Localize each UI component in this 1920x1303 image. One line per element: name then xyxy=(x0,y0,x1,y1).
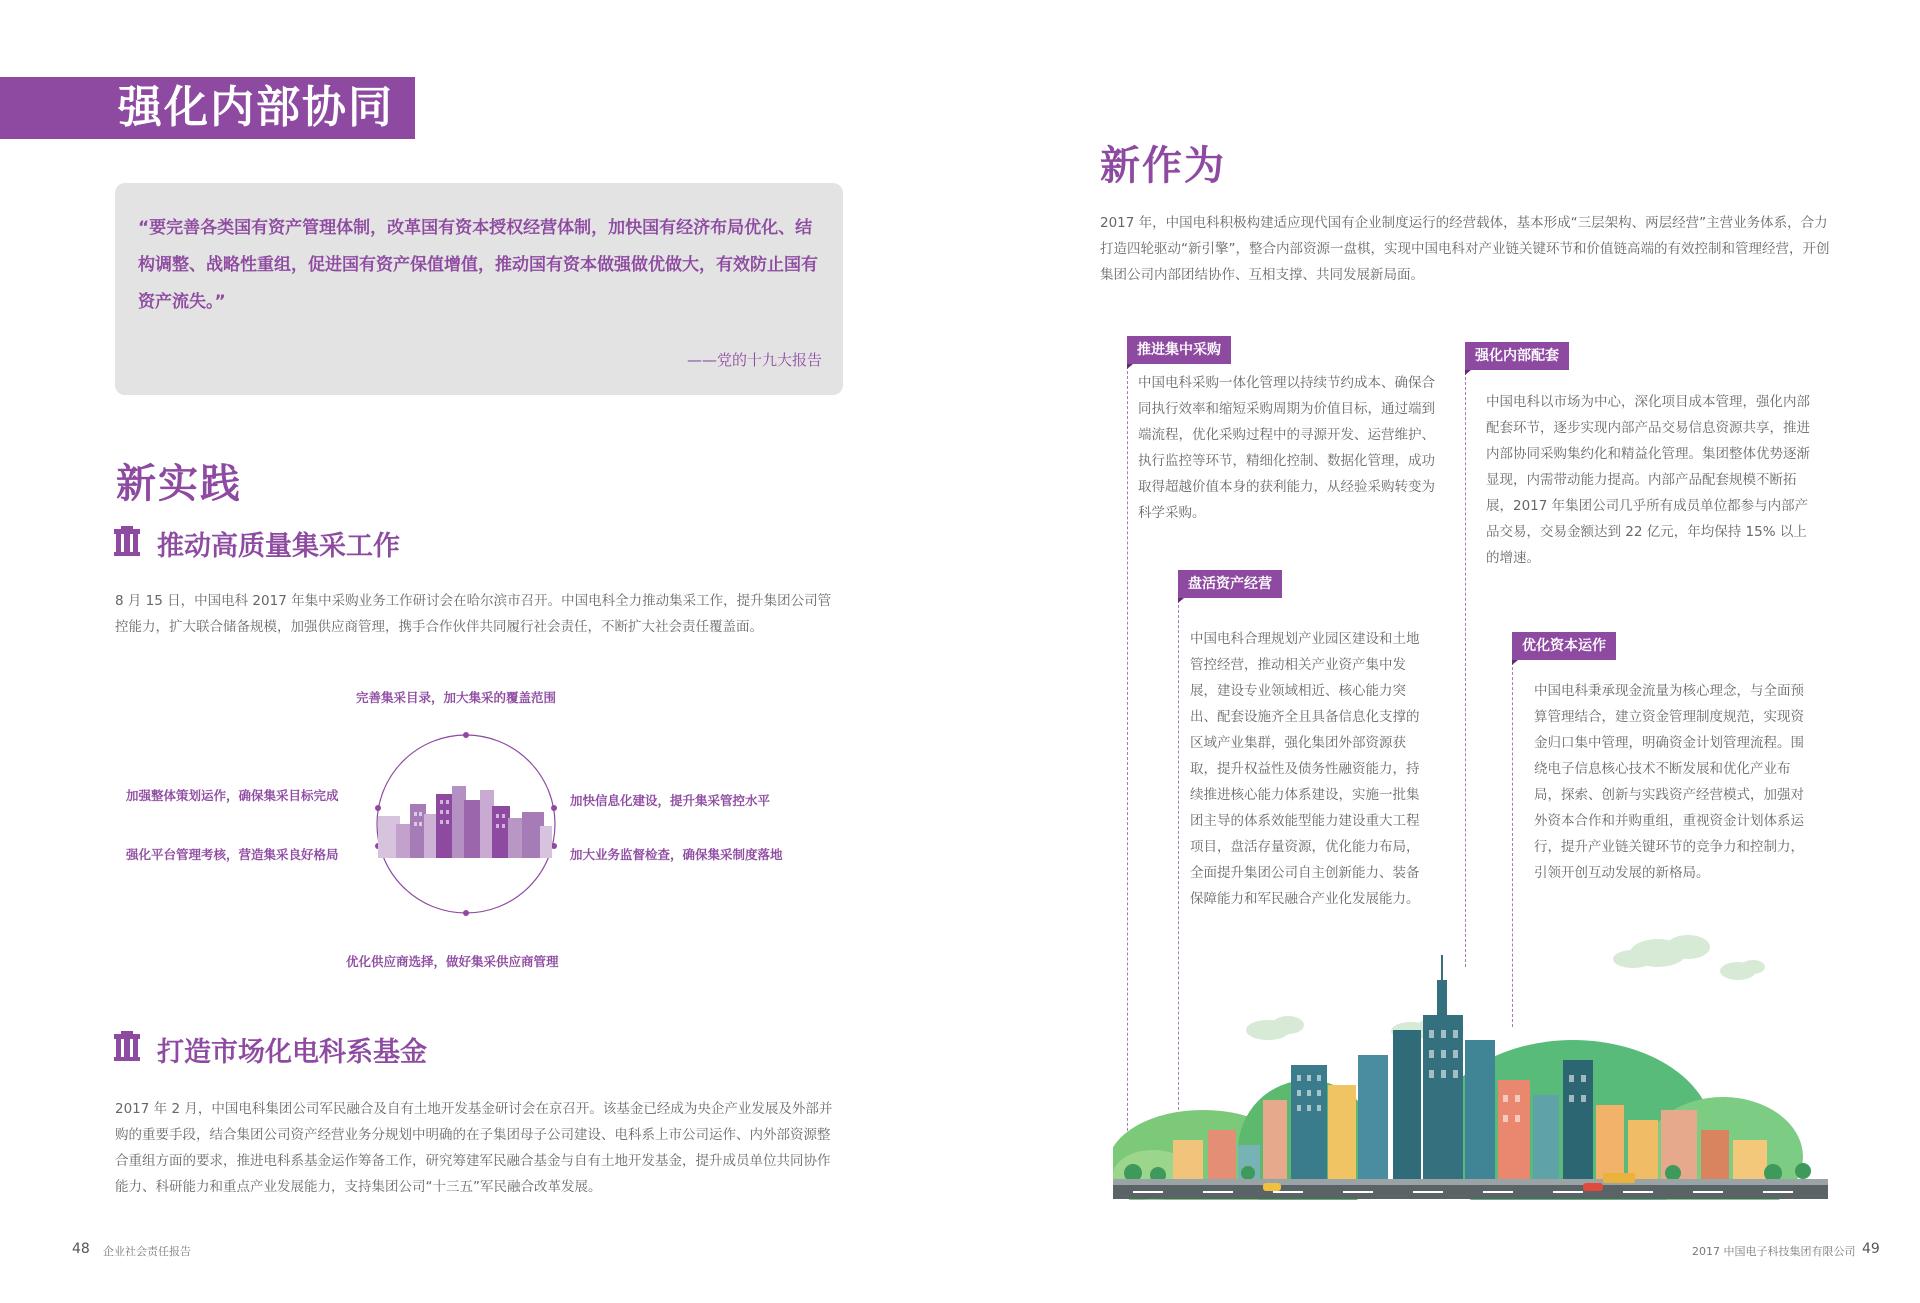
connector-line xyxy=(1465,372,1466,967)
diagram-label-left-upper: 加强整体策划运作，确保集采目标完成 xyxy=(126,788,339,803)
diagram-label-right-upper: 加快信息化建设，提升集采管控水平 xyxy=(570,793,771,808)
tag-capital-operation: 优化资本运作 xyxy=(1512,632,1616,660)
box-text-capital-operation: 中国电科秉承现金流量为核心理念，与全面预算管理结合，建立资金管理制度规范，实现资金归口集中管理，明确资金计划管理流程。围绕电子信息核心技术不断发展和优化产业布局，探索、创新与实践资产经营模式，加强对外资本合作和并购重组，重视资金计划体系运行，提升产业链关键环节的竞争力和控制力，引领开创互动发展的新格局。 xyxy=(1534,683,1804,881)
section-title-new-action: 新作为 xyxy=(1100,143,1226,189)
sub2-paragraph: 2017 年 2 月，中国电科集团公司军民融合及自有土地开发基金研讨会在京召开。该基金已经成为央企产业发展及外部并购的重要手段，结合集团公司资产经营业务分规划中明确的在子集团母子公司建设、电科系上市公司运作、内外部资源整合重组方面的要求，推进电科系基金运作筹备工作，研究筹建军民融合基金与自有土地开发基金，提升成员单位共同协作能力、科研能力和重点产业发展能力，支持集团公司“十三五”军民融合改革发展。 xyxy=(115,1101,833,1195)
diagram-label-bottom: 优化供应商选择，做好集采供应商管理 xyxy=(346,954,559,969)
intro-paragraph: 2017 年，中国电科积极构建适应现代国有企业制度运行的经营载体，基本形成“三层架构、两层经营”主营业务体系，合力打造四轮驱动“新引擎”，整合内部资源一盘棋，实现中国电科对产业链关键环节和价值链高端的有效控制和管理经营，开创集团公司内部团结协作、互相支撑、共同发展新局面。 xyxy=(1100,215,1830,283)
quote-source: ——党的十九大报告 xyxy=(686,351,822,369)
sub1-paragraph: 8 月 15 日，中国电科 2017 年集中采购业务工作研讨会在哈尔滨市召开。中国电科全力推动集采工作，提升集团公司管控能力，扩大联合储备规模，加强供应商管理，携手合作伙伴共同履行社会责任，不断扩大社会责任覆盖面。 xyxy=(115,593,832,635)
page-number-right: 49 xyxy=(1862,1241,1880,1257)
sub-title-procurement: 推动高质量集采工作 xyxy=(157,531,400,562)
section-title-practice: 新实践 xyxy=(116,461,242,507)
building-icon xyxy=(112,525,142,557)
diagram-label-right-lower: 加大业务监督检查，确保集采制度落地 xyxy=(570,847,783,862)
building-icon xyxy=(112,1030,142,1062)
quote-text: “要完善各类国有资产管理体制，改革国有资本授权经营体制，加快国有经济布局优化、结构调整、战略性重组，促进国有资产保值增值，推动国有资本做强做优做大，有效防止国有资产流失。” xyxy=(138,218,818,312)
page-number-left: 48 xyxy=(72,1241,90,1257)
city-skyline-icon xyxy=(378,786,552,858)
box-text-internal-supply: 中国电科以市场为中心，深化项目成本管理，强化内部配套环节，逐步实现内部产品交易信息资源共享，推进内部协同采购集约化和精益化管理。集团整体优势逐渐显现，内需带动能力提高。内部产品配套规模不断拓展，2017 年集团公司几乎所有成员单位都参与内部产品交易，交易金额达到 22 亿元，年均保持 15% 以上的增速。 xyxy=(1486,394,1810,566)
tag-centralized-procurement: 推进集中采购 xyxy=(1127,336,1231,364)
sub-title-fund: 打造市场化电科系基金 xyxy=(157,1037,427,1068)
footer-label-left: 企业社会责任报告 xyxy=(103,1245,191,1258)
diagram-label-left-lower: 强化平台管理考核，营造集采良好格局 xyxy=(126,847,339,862)
city-illustration xyxy=(1113,935,1828,1200)
tag-asset-operation: 盘活资产经营 xyxy=(1178,570,1282,598)
box-text-centralized-procurement: 中国电科采购一体化管理以持续节约成本、确保合同执行效率和缩短采购周期为价值目标，通过端到端流程，优化采购过程中的寻源开发、运营维护、执行监控等环节，精细化控制、数据化管理，成功取得超越价值本身的获利能力，从经验采购转变为科学采购。 xyxy=(1138,375,1435,521)
procurement-cycle-diagram xyxy=(370,728,562,920)
page-title: 强化内部协同 xyxy=(118,82,394,133)
box-text-asset-operation: 中国电科合理规划产业园区建设和土地管控经营，推动相关产业资产集中发展，建设专业领域相近、核心能力突出、配套设施齐全且具备信息化支撑的区域产业集群，强化集团外部资源获取，提升权益性及债务性融资能力，持续推进核心能力体系建设，实施一批集团主导的体系效能型能力建设重大工程项目，盘活存量资源，优化能力布局，全面提升集团公司自主创新能力、装备保障能力和军民融合产业化发展能力。 xyxy=(1190,631,1420,907)
footer-label-right: 2017 中国电子科技集团有限公司 xyxy=(1692,1245,1856,1258)
diagram-label-top: 完善集采目录，加大集采的覆盖范围 xyxy=(356,690,557,705)
tag-internal-supply: 强化内部配套 xyxy=(1465,342,1569,370)
